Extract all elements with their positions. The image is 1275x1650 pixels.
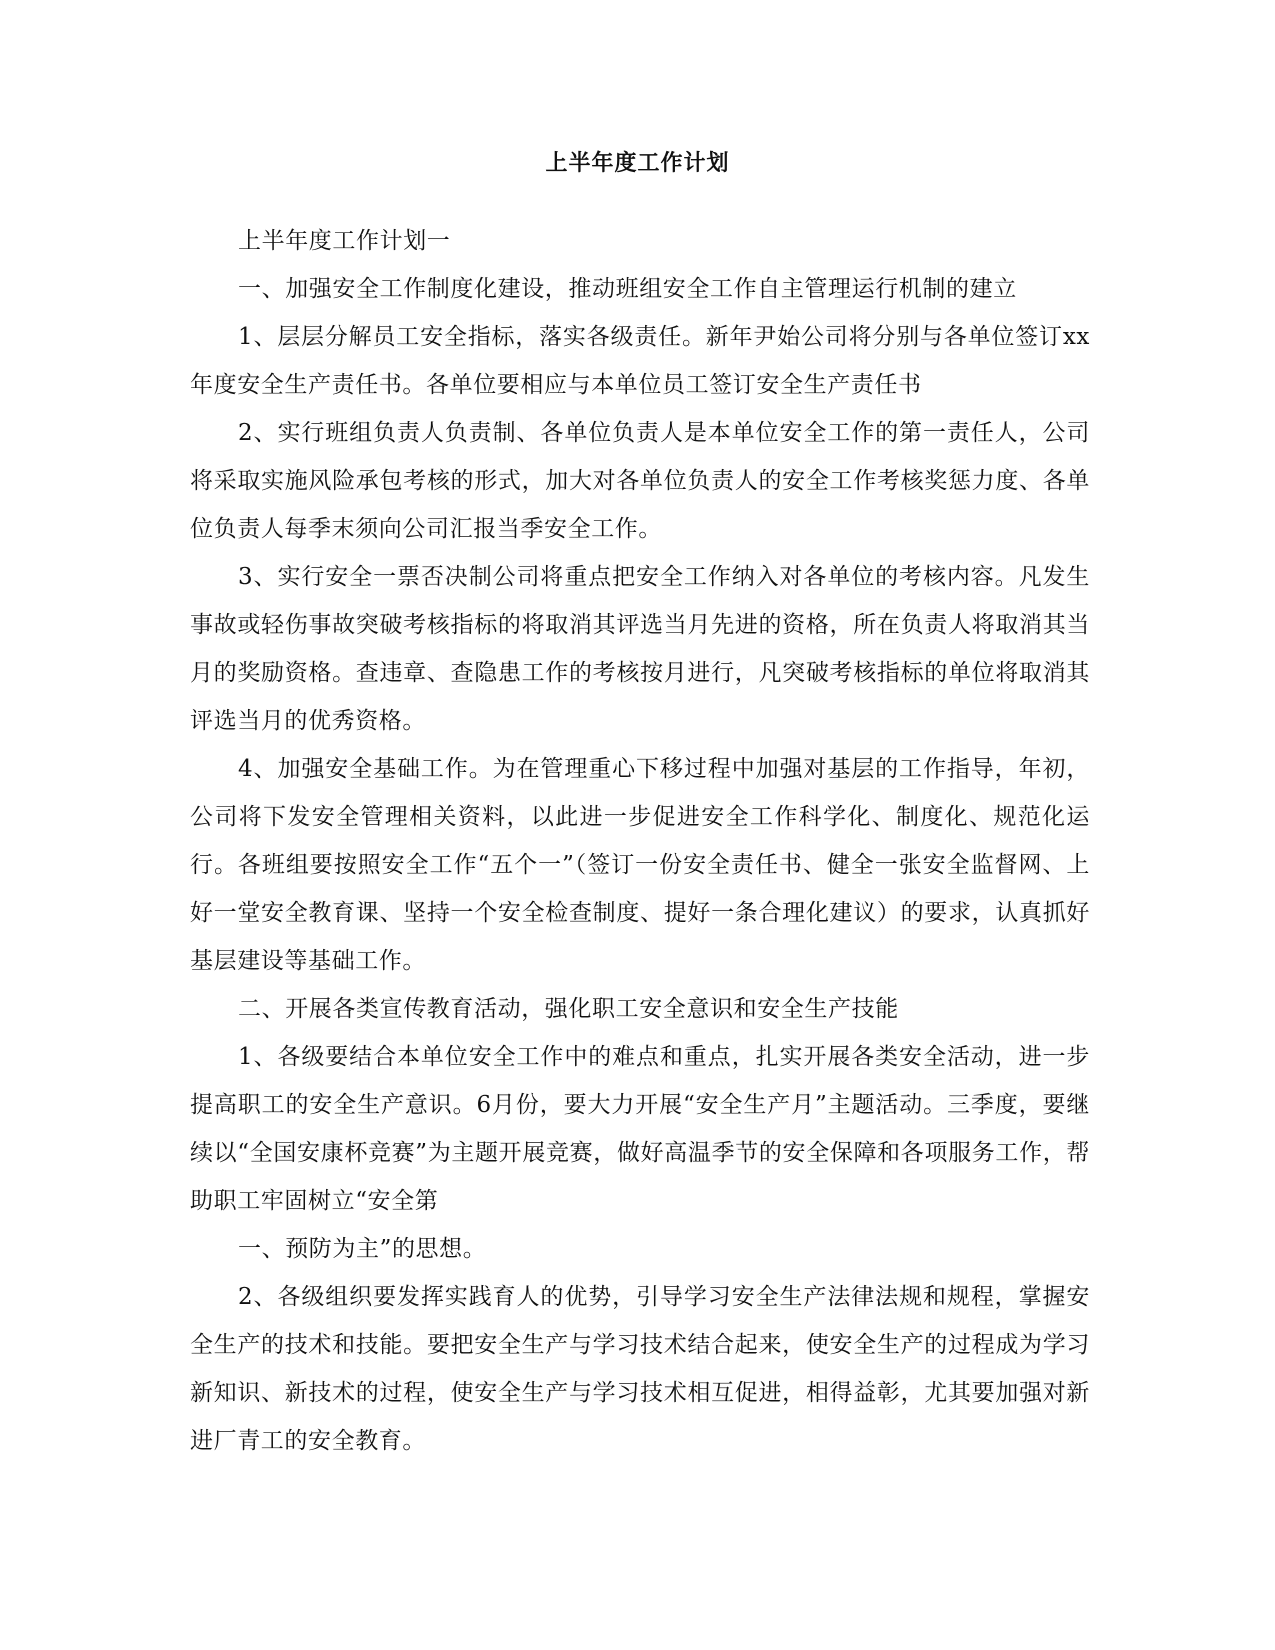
section-heading-2: 二、开展各类宣传教育活动，强化职工安全意识和安全生产技能 xyxy=(238,996,899,1022)
paragraph: 1、层层分解员工安全指标，落实各级责任。新年尹始公司将分别与各单位签订xx年度安全生产责任书。各单位要相应与本单位员工签订安全生产责任书 xyxy=(190,324,1090,398)
document-title: 上半年度工作计划 xyxy=(545,150,730,176)
section-heading-1: 一、加强安全工作制度化建设，推动班组安全工作自主管理运行机制的建立 xyxy=(238,276,1017,302)
paragraph: 2、各级组织要发挥实践育人的优势，引导学习安全生产法律法规和规程，掌握安全生产的技术和技能。要把安全生产与学习技术结合起来，使安全生产的过程成为学习新知识、新技术的过程，使安全生产与学习技术相互促进，相得益彰，尤其要加强对新进厂青工的安全教育。 xyxy=(190,1284,1090,1454)
paragraph: 2、实行班组负责人负责制、各单位负责人是本单位安全工作的第一责任人，公司将采取实施风险承包考核的形式，加大对各单位负责人的安全工作考核奖惩力度、各单位负责人每季末须向公司汇报当季安全工作。 xyxy=(190,420,1090,542)
paragraph-plan-heading: 上半年度工作计划一 xyxy=(238,228,451,254)
paragraph: 1、各级要结合本单位安全工作中的难点和重点，扎实开展各类安全活动，进一步提高职工的安全生产意识。6月份，要大力开展“安全生产月”主题活动。三季度，要继续以“全国安康杯竞赛”为主题开展竞赛，做好高温季节的安全保障和各项服务工作，帮助职工牢固树立“安全第 xyxy=(190,1044,1090,1214)
paragraph: 4、加强安全基础工作。为在管理重心下移过程中加强对基层的工作指导，年初，公司将下发安全管理相关资料，以此进一步促进安全工作科学化、制度化、规范化运行。各班组要按照安全工作“五个一”（签订一份安全责任书、健全一张安全监督网、上好一堂安全教育课、坚持一个安全检查制度、提好一条合理化建议）的要求，认真抓好基层建设等基础工作。 xyxy=(190,756,1090,974)
document-body xyxy=(190,217,1090,1465)
paragraph: 一、预防为主”的思想。 xyxy=(238,1236,487,1262)
paragraph: 3、实行安全一票否决制公司将重点把安全工作纳入对各单位的考核内容。凡发生事故或轻伤事故突破考核指标的将取消其评选当月先进的资格，所在负责人将取消其当月的奖励资格。查违章、查隐患工作的考核按月进行，凡突破考核指标的单位将取消其评选当月的优秀资格。 xyxy=(190,564,1090,734)
